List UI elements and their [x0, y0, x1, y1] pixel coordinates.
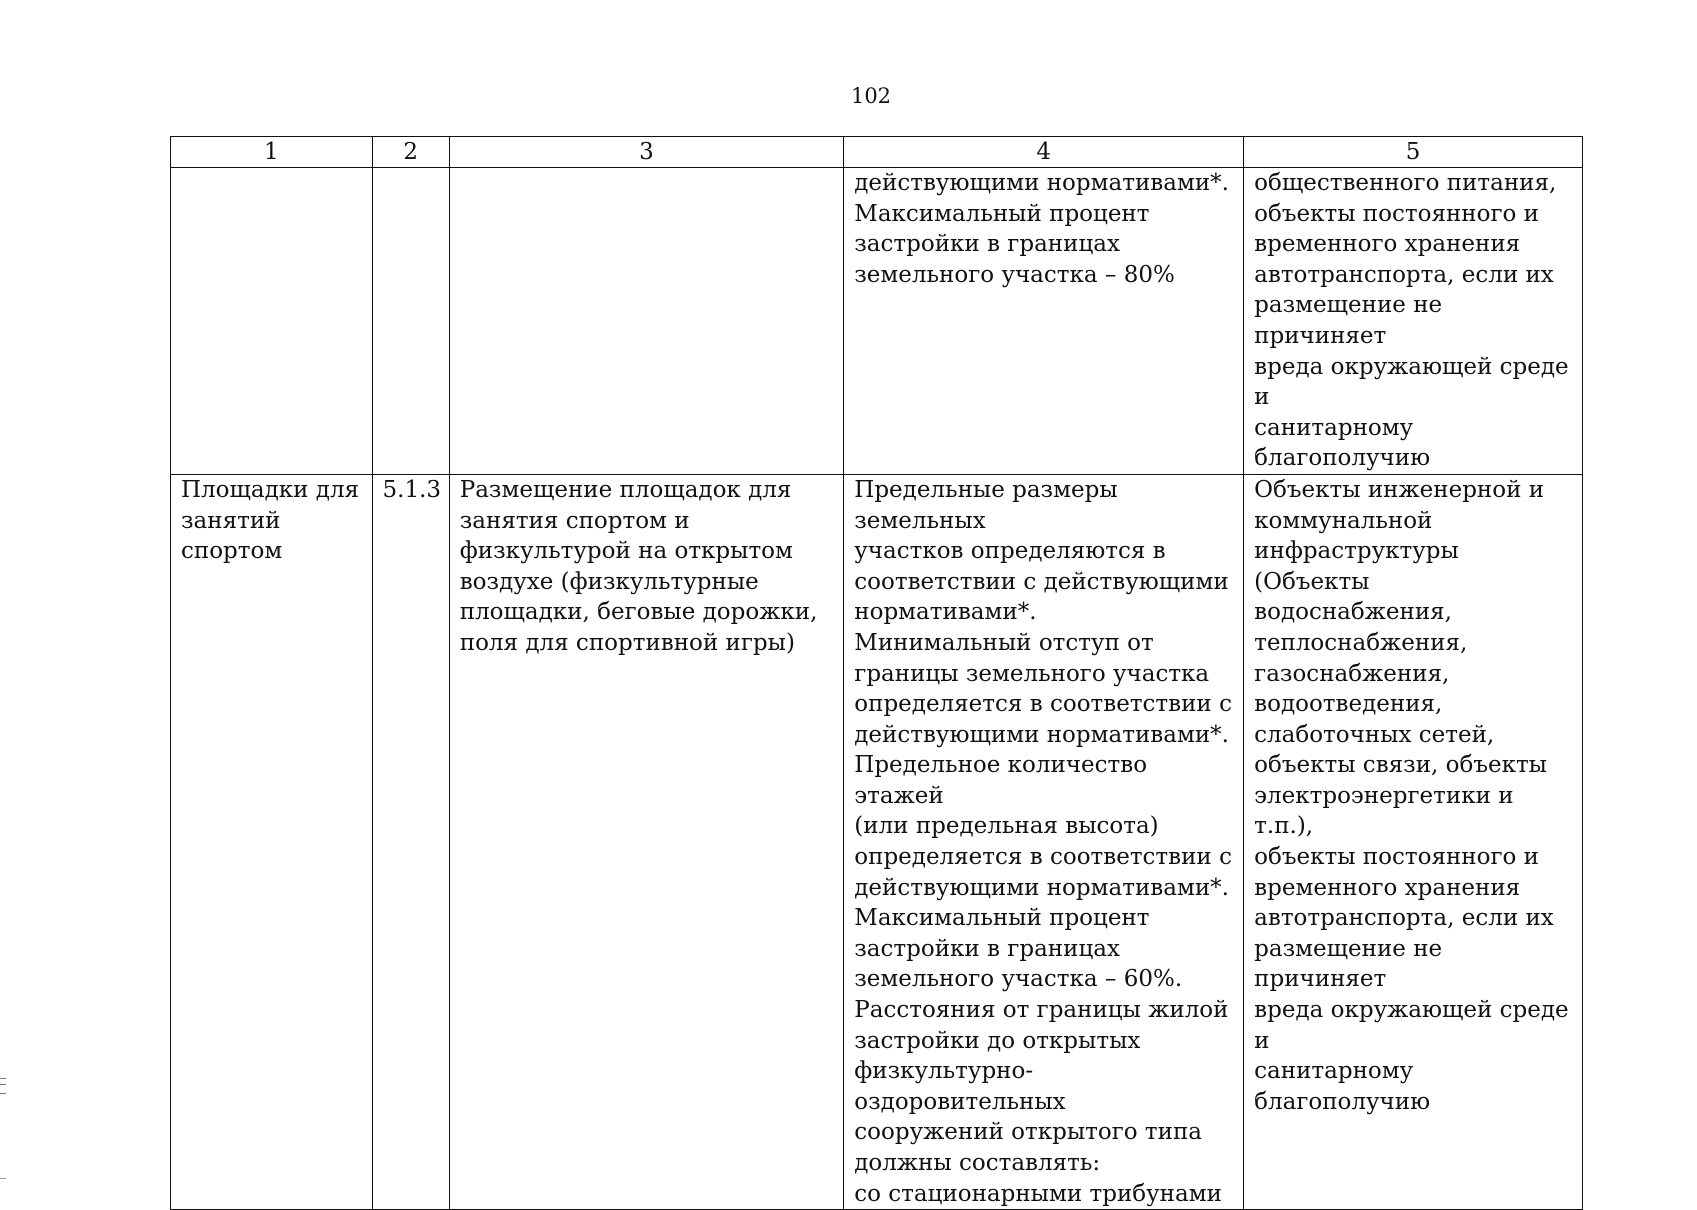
- table-cell-parameters: действующими нормативами*. Максимальный процент застройки в границах земельного участка – 80%: [844, 168, 1244, 475]
- column-header-5: 5: [1244, 137, 1583, 168]
- table-cell-use-name: [171, 168, 373, 475]
- table-cell-auxiliary-uses: Объекты инженерной и коммунальной инфраструктуры (Объекты водоснабжения, теплоснабжения, газоснабжения, водоотведения, слаботочных сетей, объекты связи, объекты электроэнергетики и т.п.), объекты постоянного и временного хранения автотранспорта, если их размещение не причиняет вреда окружающей среде и санитарному благополучию: [1244, 474, 1583, 1209]
- table-cell-parameters: Предельные размеры земельных участков определяются в соответствии с действующими нормативами*. Минимальный отступ от границы земельного участка определяется в соответствии с действующими нормативами*. Предельное количество этажей (или предельная высота) определяется в соответствии с действующими нормативами*. Максимальный процент застройки в границах земельного участка – 60%. Расстояния от границы жилой застройки до открытых физкультурно-оздоровительных сооружений открытого типа должны составлять: со стационарными трибунами: [844, 474, 1244, 1209]
- column-header-1: 1: [171, 137, 373, 168]
- table-cell-use-description: [449, 168, 844, 475]
- column-header-2: 2: [372, 137, 449, 168]
- scan-margin-mark: [0, 1078, 6, 1094]
- land-use-table: [170, 136, 1583, 1210]
- column-header-4: 4: [844, 137, 1244, 168]
- table-row: [171, 168, 1583, 475]
- table-cell-auxiliary-uses: общественного питания, объекты постоянного и временного хранения автотранспорта, если их размещение не причиняет вреда окружающей среде и санитарному благополучию: [1244, 168, 1583, 475]
- table-cell-use-code: [372, 168, 449, 475]
- table-cell-use-code: 5.1.3: [372, 474, 449, 1209]
- table-cell-use-name: Площадки для занятий спортом: [171, 474, 373, 1209]
- column-header-3: 3: [449, 137, 844, 168]
- table-row: [171, 474, 1583, 1209]
- page-number: 102: [850, 84, 892, 108]
- table-header-row: [171, 137, 1583, 168]
- scan-margin-tick: [0, 1178, 6, 1179]
- table-cell-use-description: Размещение площадок для занятия спортом и физкультурой на открытом воздухе (физкультурные площадки, беговые дорожки, поля для спортивной игры): [449, 474, 844, 1209]
